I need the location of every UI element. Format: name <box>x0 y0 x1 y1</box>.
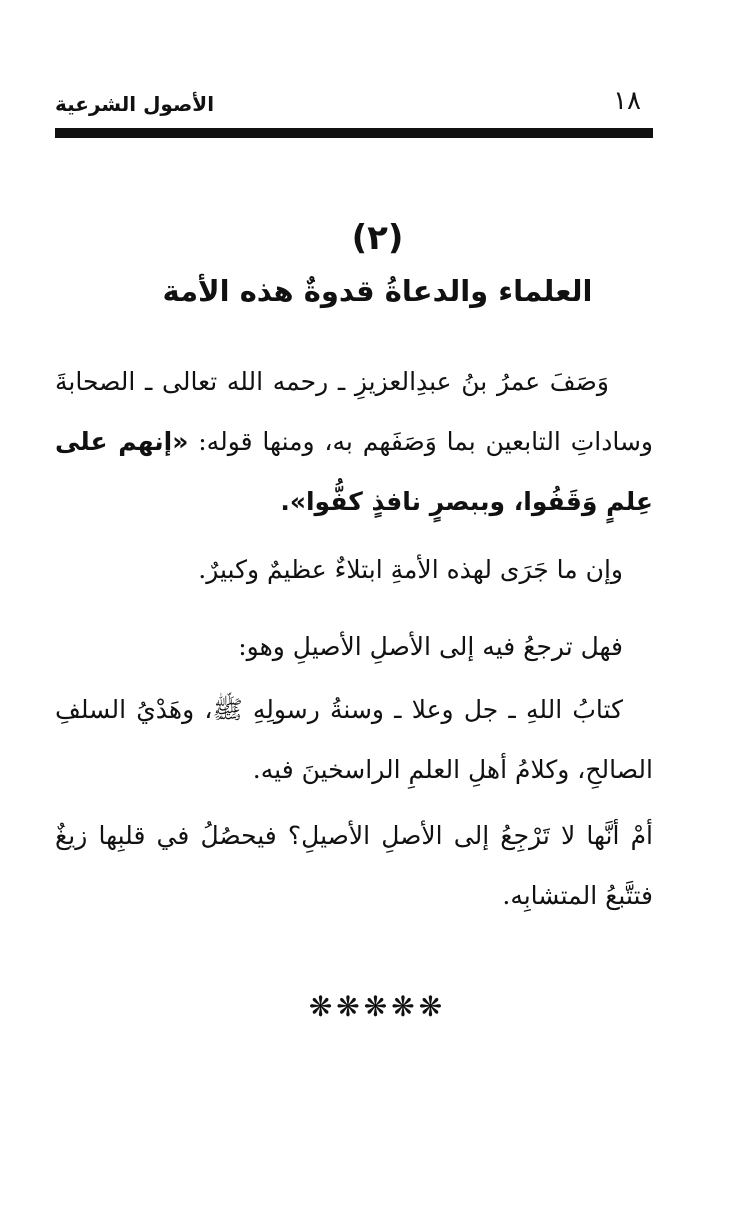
paragraph-2: وإن ما جَرَى لهذه الأمةِ ابتلاءٌ عظيمٌ وكبيرٌ. <box>198 555 623 584</box>
paragraph-5: أمْ أنَّها لا تَرْجِعُ إلى الأصلِ الأصيلِ؟ فيحصُلُ في قلبِها زيغٌ فتتَّبعُ المتشابِه. <box>55 821 653 910</box>
running-title: الأصول الشرعية <box>55 92 215 116</box>
header-rule <box>55 128 653 138</box>
paragraph-4: كتابُ اللهِ ـ جل وعلا ـ وسنةُ رسولِهِ ﷺ، وهَدْيُ السلفِ الصالحِ، وكلامُ أهلِ العلمِ الراسخينَ فيه. <box>55 695 653 784</box>
chapter-title: العلماء والدعاةُ قدوةٌ هذه الأمة <box>162 274 593 308</box>
paragraph-1 <box>55 352 653 532</box>
paragraph-3: فهل ترجعُ فيه إلى الأصلِ الأصيلِ وهو: <box>238 632 623 661</box>
paragraph-1-quote: «إنهم على عِلمٍ وَقَفُوا، وببصرٍ نافذٍ كفُّوا». <box>55 427 653 516</box>
page-header <box>55 86 653 126</box>
paragraph-1-text: وَصَفَ عمرُ بنُ عبدِالعزيزِ ـ رحمه الله تعالى ـ الصحابةَ وساداتِ التابعين بما وَصَفَهم به، ومنها قوله: <box>55 367 653 456</box>
section-separator: ❋❋❋❋❋ <box>308 990 447 1023</box>
chapter-number: (٢) <box>351 218 404 258</box>
page-number: ١٨ <box>613 86 641 116</box>
